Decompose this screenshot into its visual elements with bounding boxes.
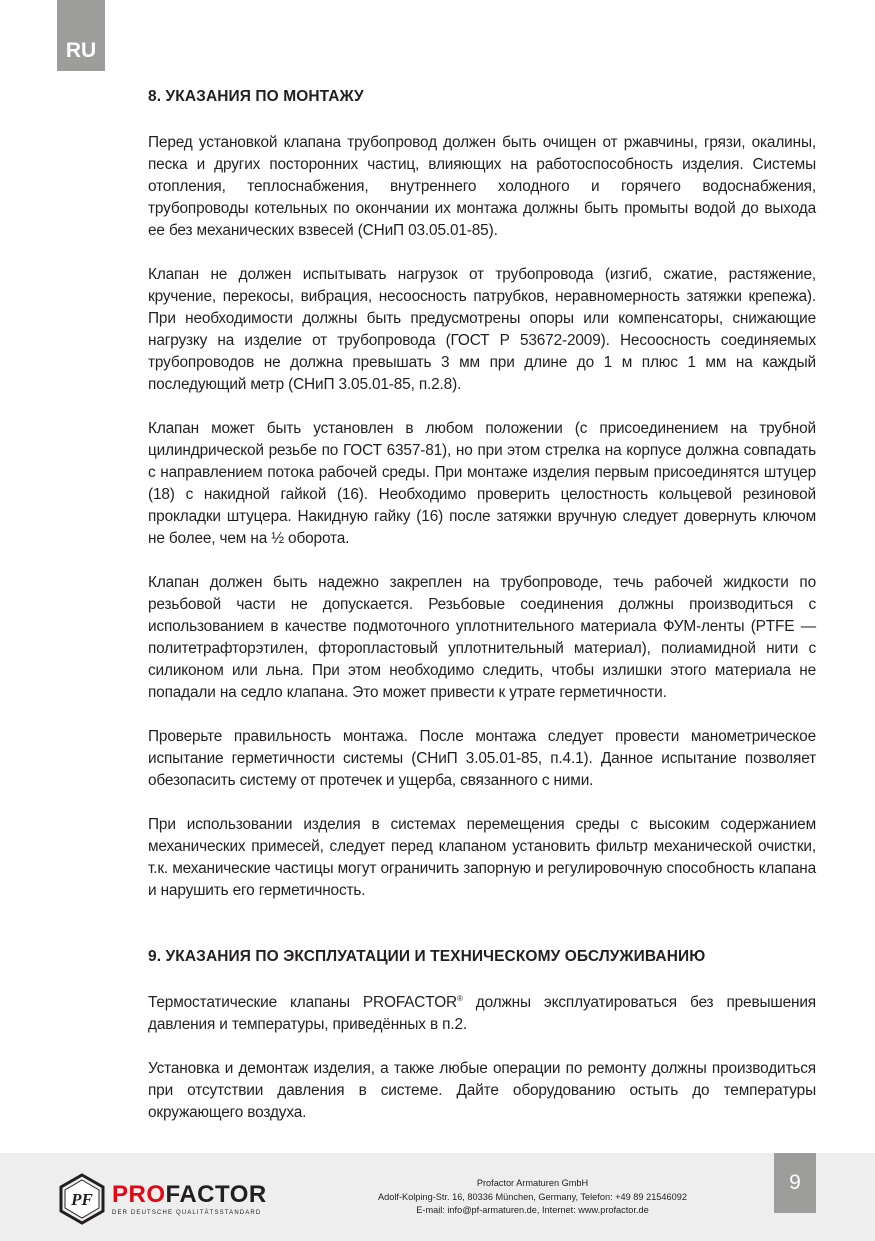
- section-9-paragraph-1-end: должны эксплуатироваться без превышения давления и температуры, приведённых в п.2.: [148, 994, 816, 1033]
- brand-tagline: DER DEUTSCHE QUALITÄTSSTANDARD: [112, 1209, 262, 1216]
- section-8-paragraph-1: Перед установкой клапана трубопровод должен быть очищен от ржавчины, грязи, окалины, песка и других посторонних частиц, влияющих на работоспособность изделия. Системы отопления, теплоснабжения, внутреннего холодного и горячего водоснабжения, трубопроводы котельных по окончании их монтажа должны быть промыты водой до выхода ее без механических взвесей (СНиП 03.05.01-85).: [148, 134, 816, 239]
- profactor-logo: [58, 1173, 267, 1225]
- section-9-paragraph-2: Установка и демонтаж изделия, а также любые операции по ремонту должны производиться при отсутствии давления в системе. Дайте оборудованию остыть до температуры окружающего воздуха.: [148, 1060, 816, 1121]
- logo-text: [112, 1180, 267, 1216]
- company-name: Profactor Armaturen GmbH: [476, 1178, 589, 1188]
- page-content: [148, 86, 816, 1124]
- section-8-paragraph-3: Клапан может быть установлен в любом положении (с присоединением на трубной цилиндрической резьбе по ГОСТ 6357-81), но при этом стрелка на корпусе должна совпадать с направлением потока рабочей среды. При монтаже изделия первым присоединятся штуцер (18) с накидной гайкой (16). Необходимо проверить целостность кольцевой резиновой прокладки штуцера. Накидную гайку (16) после затяжки вручную следует довернуть ключом не более, чем на ½ оборота.: [148, 420, 816, 547]
- company-contacts: E-mail: info@pf-armaturen.de, Internet: www.profactor.de: [416, 1205, 649, 1215]
- page-footer: [0, 1153, 875, 1241]
- brand-name: [112, 1180, 267, 1208]
- language-tab: RU: [57, 0, 105, 71]
- page-number: 9: [774, 1153, 816, 1213]
- company-street: Adolf-Kolping-Str. 16, 80336 München, Germany, Telefon: +49 89 21546092: [378, 1191, 687, 1202]
- section-8-paragraph-5: Проверьте правильность монтажа. После монтажа следует провести манометрическое испытание герметичности системы (СНиП 3.05.01-85, п.4.1). Данное испытание позволяет обезопасить систему от протечек и ущерба, связанного с ними.: [148, 728, 816, 789]
- company-address: [340, 1177, 725, 1218]
- section-8-paragraph-4: Клапан должен быть надежно закреплен на трубопроводе, течь рабочей жидкости по резьбовой части не допускается. Резьбовые соединения должны производиться с использованием в качестве подмоточного уплотнительного материала ФУМ-ленты (PTFE — политетрафторэтилен, фторопластовый уплотнительный материал), полиамидной нити с силиконом или льна. При этом необходимо следить, чтобы излишки этого материала не попадали на седло клапана. Это может привести к утрате герметичности.: [148, 574, 816, 701]
- section-8-heading: 8. УКАЗАНИЯ ПО МОНТАЖУ: [148, 88, 364, 105]
- section-9-paragraph-1-start: Термостатические клапаны PROFACTOR: [148, 994, 458, 1011]
- section-8-paragraph-6: При использовании изделия в системах перемещения среды с высоким содержанием механических примесей, следует перед клапаном установить фильтр механической очистки, т.к. механические частицы могут ограничить запорную и регулировочную способность клапана и нарушить его герметичность.: [148, 816, 816, 899]
- section-9-heading: 9. УКАЗАНИЯ ПО ЭКСПЛУАТАЦИИ И ТЕХНИЧЕСКОМУ ОБСЛУЖИВАНИЮ: [148, 948, 706, 965]
- brand-factor: FACTOR: [165, 1180, 267, 1208]
- profactor-emblem-icon: [58, 1173, 106, 1225]
- section-8-paragraph-2: Клапан не должен испытывать нагрузок от трубопровода (изгиб, сжатие, растяжение, кручение, перекосы, вибрация, несоосность патрубков, неравномерность затяжки крепежа). При необходимости должны быть предусмотрены опоры или компенсаторы, снижающие нагрузку на изделие от трубопровода (ГОСТ Р 53672-2009). Несоосность соединяемых трубопроводов не должна превышать 3 мм при длине до 1 м плюс 1 мм на каждый последующий метр (СНиП 3.05.01-85, п.2.8).: [148, 266, 816, 393]
- section-9-paragraph-1: [148, 992, 816, 1036]
- brand-pro: PRO: [112, 1180, 166, 1208]
- logo-mark-text: PF: [71, 1190, 93, 1209]
- registered-mark: ®: [457, 993, 463, 1003]
